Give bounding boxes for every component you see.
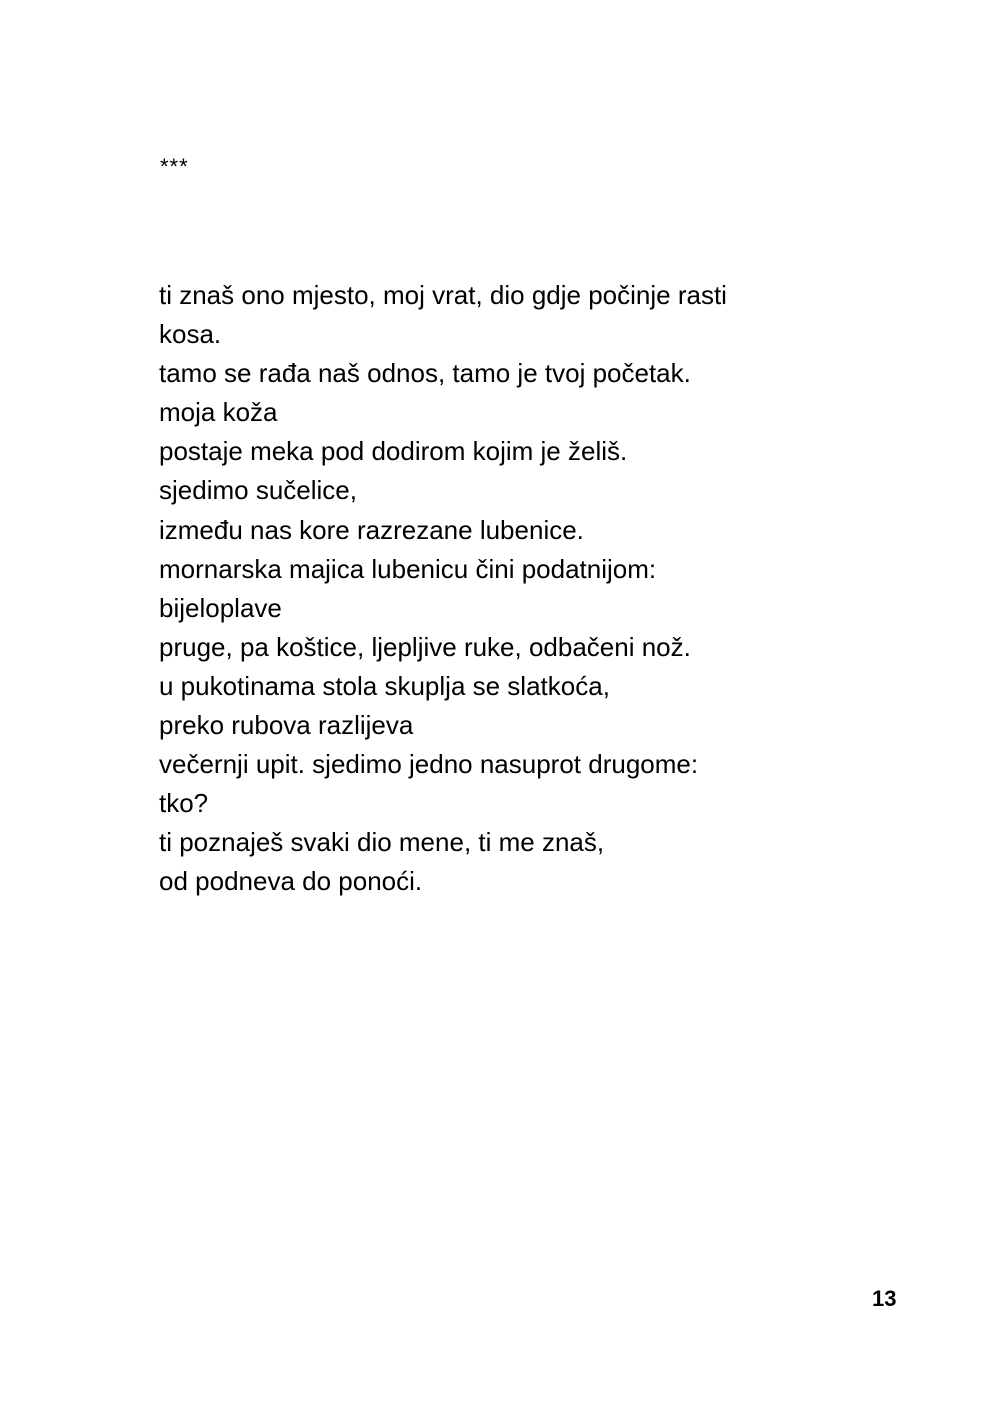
poem-line: preko rubova razlijeva (159, 710, 414, 741)
poem-line: sjedimo sučelice, (159, 475, 357, 506)
poem-line: mornarska majica lubenicu čini podatnijom: (159, 553, 657, 584)
section-marker: *** (160, 154, 189, 179)
poem-line: pruge, pa koštice, ljepljive ruke, odbačeni nož. (159, 631, 691, 662)
poem-line: ti poznaješ svaki dio mene, ti me znaš, (159, 827, 605, 858)
poem-line: večernji upit. sjedimo jedno nasuprot drugome: (159, 749, 699, 780)
poem-line: u pukotinama stola skuplja se slatkoća, (159, 670, 610, 701)
poem-line: kosa. (159, 319, 222, 350)
poem-line: moja koža (159, 397, 278, 428)
poem-line: postaje meka pod dodirom kojim je želiš. (159, 436, 628, 467)
poem-line: bijeloplave (159, 592, 282, 623)
poem-line: tamo se rađa naš odnos, tamo je tvoj početak. (159, 358, 691, 389)
poem-line: između nas kore razrezane lubenice. (159, 514, 584, 545)
page-number: 13 (872, 1286, 897, 1311)
poem-line: tko? (159, 788, 209, 819)
poem-line: ti znaš ono mjesto, moj vrat, dio gdje počinje rasti (159, 280, 727, 310)
poem-line: od podneva do ponoći. (159, 866, 423, 897)
poem-body (159, 276, 879, 902)
